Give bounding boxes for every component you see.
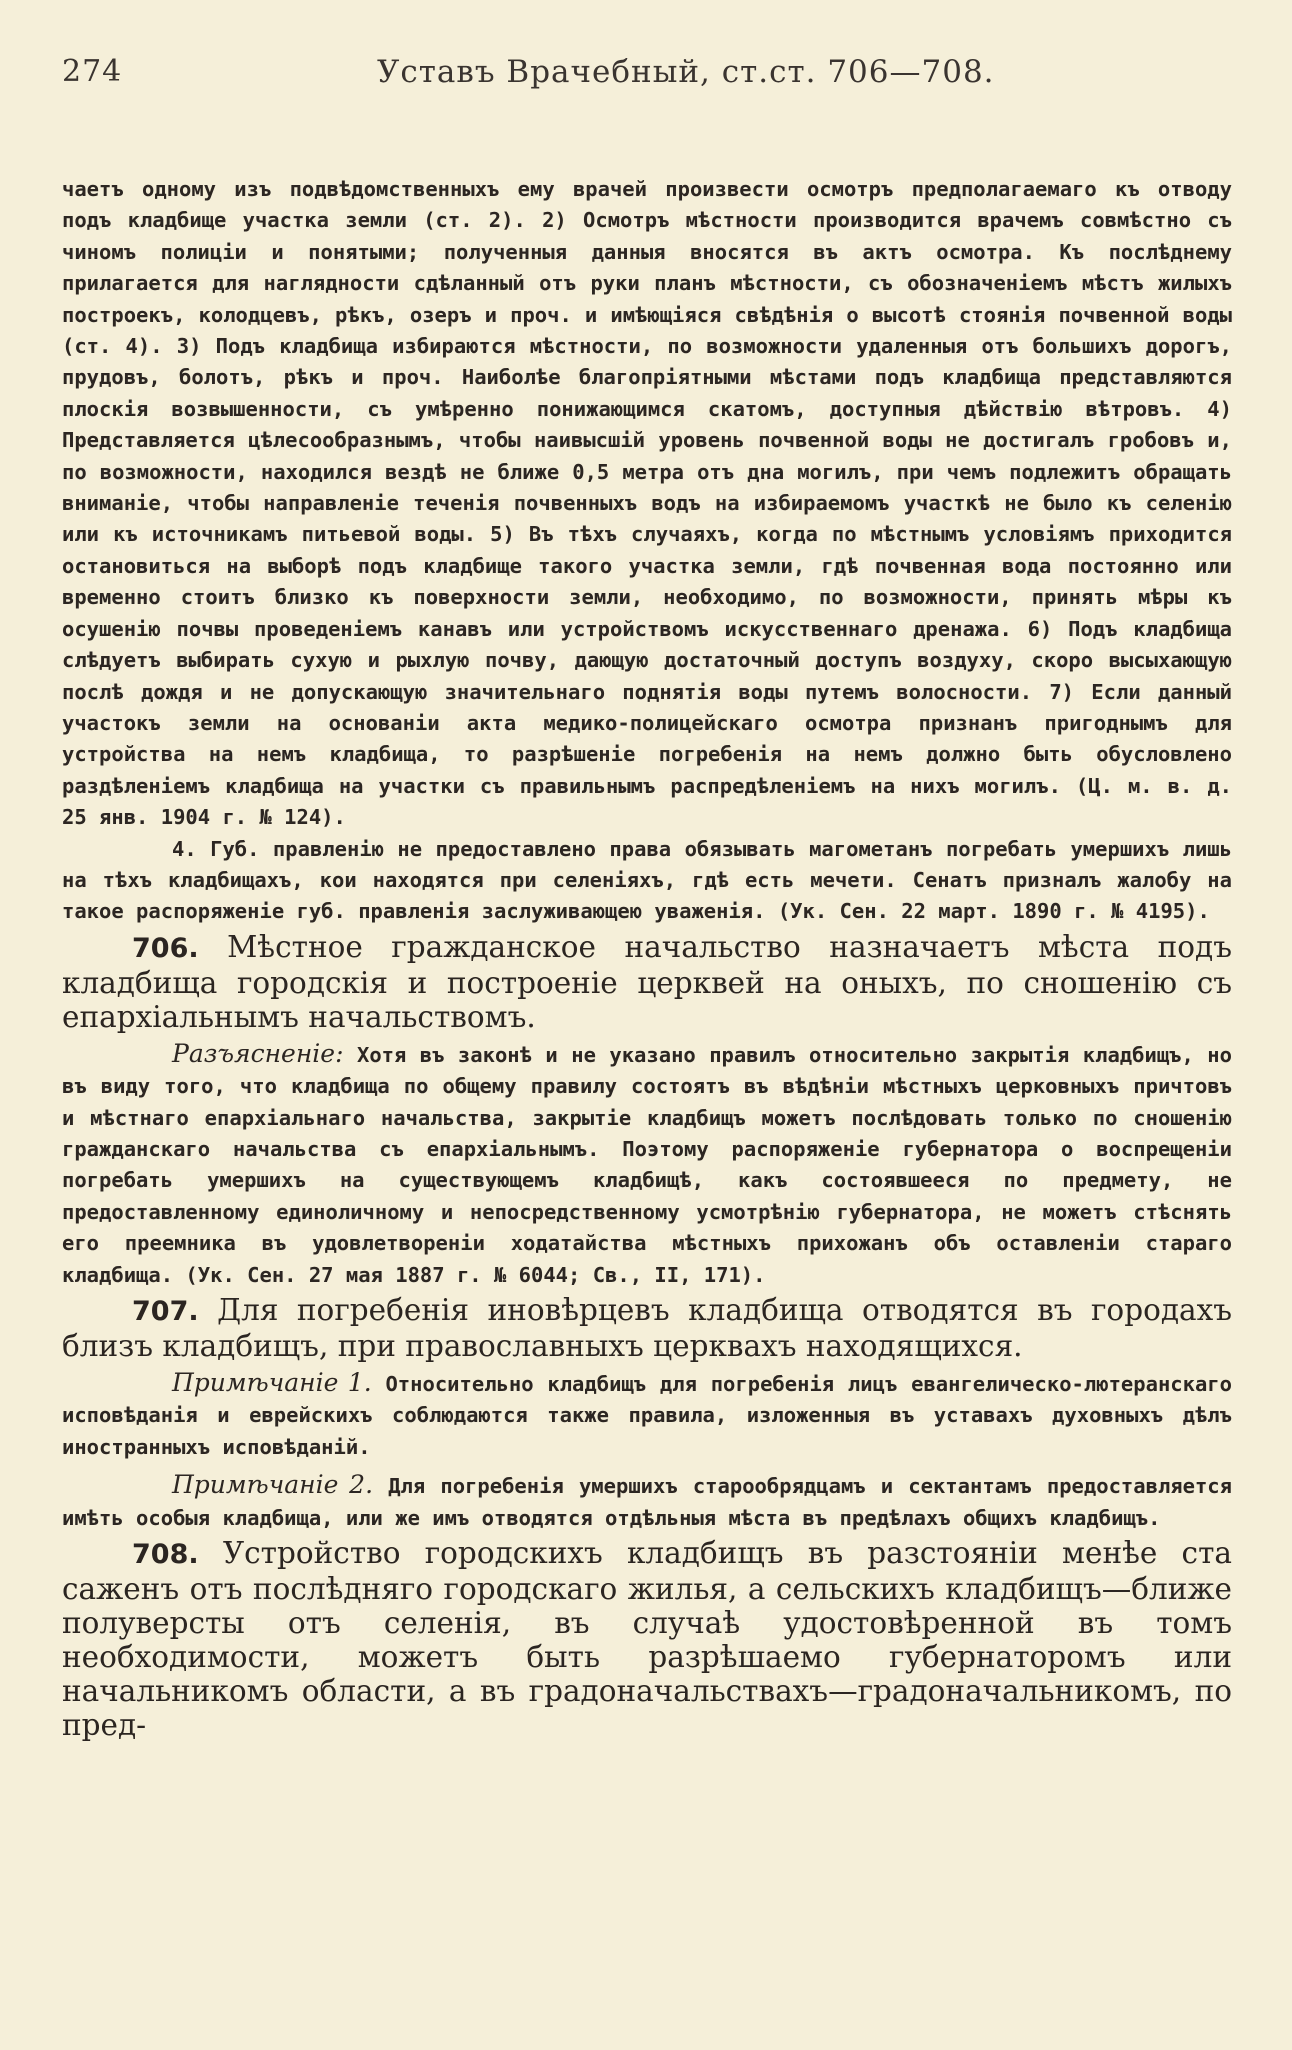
page-header <box>62 40 1232 100</box>
article-706 <box>62 930 1232 1034</box>
commentary-item-4: 4. Губ. правленію не предоставлено права обязывать магометанъ погребать умершихъ лишь на тѣхъ кладбищахъ, кои находятся при селеніяхъ, гдѣ есть мечети. Сенатъ призналъ жалобу на такое распоряженіе губ. правленія заслуживающею уваженія. (Ук. Сен. 22 март. 1890 г. № 4195). <box>62 836 1232 924</box>
article-text: Устройство городскихъ кладбищъ въ разстояніи менѣе ста саженъ отъ послѣдняго городскаго жилья, а сельскихъ кладбищъ—ближе полуверсты отъ селенія, въ случаѣ удостовѣренной въ томъ необходимости, можетъ быть разрѣшаемо губернаторомъ или начальникомъ области, а въ градоначальствахъ—градоначальникомъ, по пред- <box>62 1536 1232 1743</box>
note-label: Примѣчаніе 2. <box>172 1470 374 1500</box>
running-title: Уставъ Врачебный, ст.ст. 706—708. <box>377 54 995 90</box>
note-text: Для погребенія умершихъ старообрядцамъ и сектантамъ предоставляется имѣть особыя кладбища, или же имъ отводятся отдѣльныя мѣста въ предѣлахъ общихъ кладбищъ. <box>62 1474 1232 1530</box>
page-body <box>62 174 1232 1742</box>
explanation-text: Хотя въ законѣ и не указано правилъ относительно закрытія кладбищъ, но въ виду того, что кладбища по общему правилу состоятъ въ вѣдѣніи мѣстныхъ церковныхъ причтовъ и мѣстнаго епархіальнаго начальства, закрытіе кладбищъ можетъ послѣдовать только по сношенію гражданскаго начальства съ епархіальнымъ. Поэтому распоряженіе губернатора о воспрещеніи погребать умершихъ на существующемъ кладбищѣ, какъ состоявшееся по предмету, не предоставленному единоличному и непосредственному усмотрѣнію губернатора, не можетъ стѣснять его преемника въ удовлетвореніи ходатайства мѣстныхъ прихожанъ объ оставленіи стараго кладбища. (Ук. Сен. 27 мая 1887 г. № 6044; Св., II, 171). <box>62 1042 1232 1287</box>
note-text: Относительно кладбищъ для погребенія лицъ евангелическо-лютеранскаго исповѣданія и еврейскихъ соблюдаются также правила, изложенныя въ уставахъ духовныхъ дѣлъ иностранныхъ исповѣданій. <box>62 1372 1232 1459</box>
note-label: Примѣчаніе 1. <box>172 1368 372 1397</box>
note-2 <box>62 1469 1232 1534</box>
explanation-label: Разъясненіе: <box>172 1038 344 1068</box>
article-number: 706. <box>132 932 199 964</box>
book-page <box>62 40 1232 1746</box>
commentary-paragraph: чаетъ одному изъ подвѣдомственныхъ ему врачей произвести осмотръ предполагаемаго къ отводу подъ кладбище участка земли (ст. 2). 2) Осмотръ мѣстности производится врачемъ совмѣстно съ чиномъ полиціи и понятыми; полученныя данныя вносятся въ актъ осмотра. Къ послѣднему прилагается для наглядности сдѣланный отъ руки планъ мѣстности, съ обозначеніемъ мѣстъ жилыхъ построекъ, колодцевъ, рѣкъ, озеръ и проч. и имѣющіяся свѣдѣнія о высотѣ стоянія почвенной воды (ст. 4). 3) Подъ кладбища избираются мѣстности, по возможности удаленныя отъ большихъ дорогъ, прудовъ, болотъ, рѣкъ и проч. Наиболѣе благопріятными мѣстами подъ кладбища представляются плоскія возвышенности, съ умѣренно понижающимся скатомъ, доступныя дѣйствію вѣтровъ. 4) Представляется цѣлесообразнымъ, чтобы наивысшій уровень почвенной воды не достигалъ гробовъ и, по возможности, находился вездѣ не ближе 0,5 метра отъ дна могилъ, при чемъ подлежитъ обращать вниманіе, чтобы направленіе теченія почвенныхъ водъ на избираемомъ участкѣ не было къ селенію или къ источникамъ питьевой воды. 5) Въ тѣхъ случаяхъ, когда по мѣстнымъ условіямъ приходится остановиться на выборѣ подъ кладбище такого участка земли, гдѣ почвенная вода постоянно или временно стоитъ близко къ поверхности земли, необходимо, по возможности, принять мѣры къ осушенію почвы проведеніемъ канавъ или устройствомъ искусственнаго дренажа. 6) Подъ кладбища слѣдуетъ выбирать сухую и рыхлую почву, дающую достаточный доступъ воздуху, скоро высыхающую послѣ дождя и не допускающую значительнаго поднятія воды путемъ волосности. 7) Если данный участокъ земли на основаніи акта медико-полицейскаго осмотра признанъ пригоднымъ для устройства на немъ кладбища, то разрѣшеніе погребенія на немъ должно быть обусловлено раздѣленіемъ кладбища на участки съ правильнымъ распредѣленіемъ на нихъ могилъ. (Ц. м. в. д. 25 янв. 1904 г. № 124). <box>62 177 1232 830</box>
article-text: Для погребенія иновѣрцевъ кладбища отводятся въ городахъ близъ кладбищъ, при православныхъ церквахъ находящихся. <box>62 1293 1232 1363</box>
explanation-706 <box>62 1038 1232 1291</box>
article-number: 708. <box>132 1539 199 1571</box>
article-707 <box>62 1293 1232 1363</box>
article-text: Мѣстное гражданское начальство назначаетъ мѣста подъ кладбища городскія и построеніе церквей на оныхъ, по сношенію съ епархіальнымъ начальствомъ. <box>62 929 1232 1034</box>
article-number: 707. <box>132 1296 199 1327</box>
article-708 <box>62 1536 1232 1742</box>
page-number: 274 <box>62 54 123 89</box>
note-1 <box>62 1367 1232 1463</box>
